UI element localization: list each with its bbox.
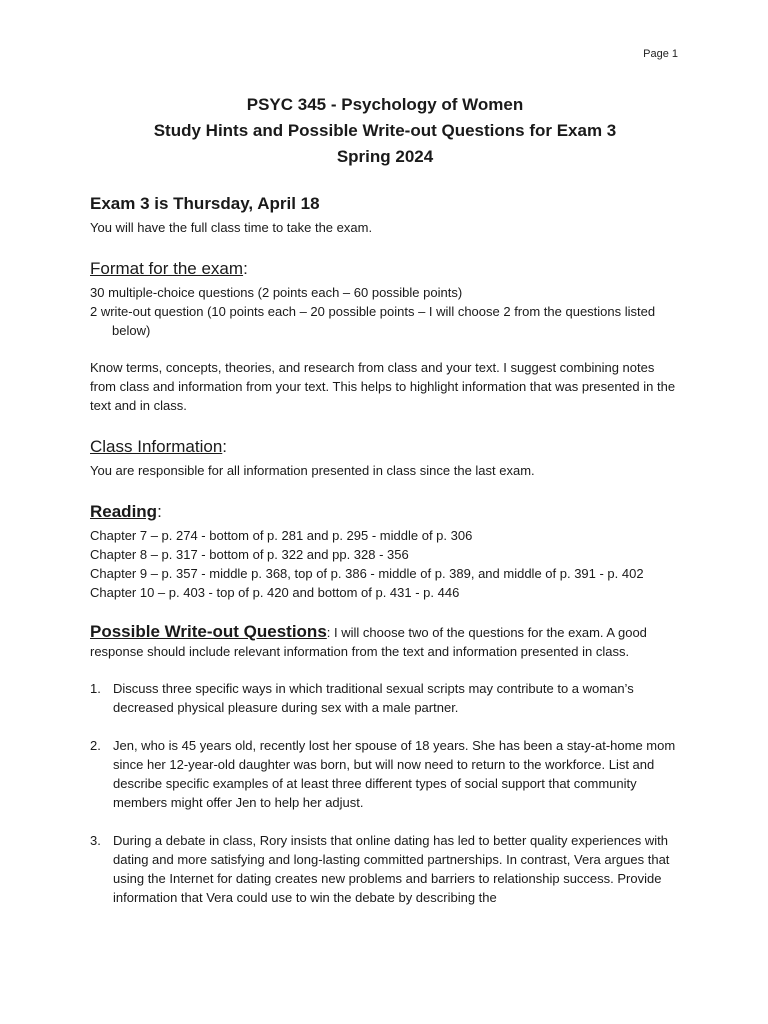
reading-section [90, 500, 680, 602]
document-title: Study Hints and Possible Write-out Questions for Exam 3 [153, 121, 617, 140]
question-item [90, 831, 680, 907]
write-out-section [90, 622, 680, 907]
question-number: 2. [90, 738, 101, 753]
write-out-heading: Possible Write-out Questions [90, 622, 327, 641]
class-info-heading [90, 435, 680, 459]
format-heading-text: Format for the exam [90, 259, 244, 278]
reading-item: Chapter 7 – p. 274 - bottom of p. 281 and p. 295 - middle of p. 306 [90, 528, 473, 543]
question-number: 1. [90, 681, 101, 696]
question-text: Jen, who is 45 years old, recently lost her spouse of 18 years. She has been a stay-at-home mom since her 12-year-old daughter was born, but will now need to return to the workforce. List and describe specific examples of at least three different types of social support that community members might offer Jen to help her adjust. [113, 738, 676, 810]
exam-date-section [90, 192, 680, 237]
class-info-text: You are responsible for all information presented in class since the last exam. [90, 463, 535, 478]
class-info-section [90, 435, 680, 480]
question-number: 3. [90, 833, 101, 848]
format-heading-colon: : [243, 259, 248, 278]
write-out-intro-paragraph [90, 622, 680, 661]
reading-heading [90, 500, 680, 524]
write-out-intro: : I will choose two of the questions for the exam. A good response should include relevant information from the text and information presented in class. [90, 625, 647, 659]
questions-list [90, 679, 680, 907]
question-text: Discuss three specific ways in which traditional sexual scripts may contribute to a woman’s decreased physical pleasure during sex with a male partner. [113, 681, 634, 715]
course-title: PSYC 345 - Psychology of Women [246, 95, 524, 114]
reading-item: Chapter 8 – p. 317 - bottom of p. 322 and pp. 328 - 356 [90, 547, 409, 562]
format-line-multiple-choice: 30 multiple-choice questions (2 points each – 60 possible points) [90, 285, 463, 300]
format-section [90, 257, 680, 415]
document-body [90, 92, 680, 926]
exam-date-heading: Exam 3 is Thursday, April 18 [90, 194, 320, 213]
format-heading [90, 257, 680, 281]
class-info-heading-text: Class Information [90, 437, 223, 456]
exam-date-text: You will have the full class time to take the exam. [90, 220, 373, 235]
page-number: Page 1 [643, 48, 678, 60]
semester: Spring 2024 [336, 147, 434, 166]
reading-heading-colon: : [157, 502, 162, 521]
format-advice: Know terms, concepts, theories, and research from class and your text. I suggest combining notes from class and information from your text. This helps to highlight information that was presented in the text and in class. [90, 360, 676, 413]
reading-item: Chapter 10 – p. 403 - top of p. 420 and bottom of p. 431 - p. 446 [90, 585, 460, 600]
question-item [90, 679, 680, 717]
title-block [90, 92, 680, 170]
class-info-heading-colon: : [222, 437, 228, 456]
question-text: During a debate in class, Rory insists that online dating has led to better quality experiences with dating and more satisfying and long-lasting committed partnerships. In contrast, Vera argues that using the Internet for dating creates new problems and barriers to relationship success. Provide information that Vera could use to win the debate by describing the [113, 833, 670, 905]
question-item [90, 736, 680, 812]
format-line-write-out: 2 write-out question (10 points each – 20 possible points – I will choose 2 from the questions listed below) [90, 304, 656, 338]
reading-item: Chapter 9 – p. 357 - middle p. 368, top of p. 386 - middle of p. 389, and middle of p. 391 - p. 402 [90, 566, 644, 581]
reading-heading-text: Reading [90, 502, 158, 521]
